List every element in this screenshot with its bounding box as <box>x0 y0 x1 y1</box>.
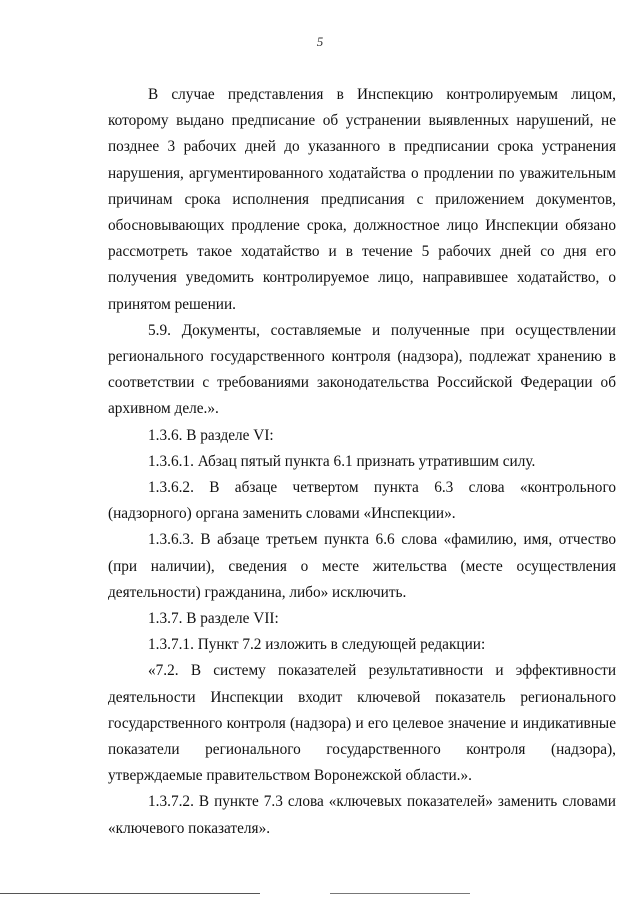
page-number: 5 <box>316 34 324 49</box>
paragraph-1-3-6-2: 1.3.6.2. В абзаце четвертом пункта 6.3 слова «контрольного (надзорного) органа заменить словами «Инспекции». <box>108 479 616 523</box>
paragraph-1-3-6-1: 1.3.6.1. Абзац пятый пункта 6.1 признать утратившим силу. <box>148 452 536 470</box>
paragraph-1-3-7-1: 1.3.7.1. Пункт 7.2 изложить в следующей редакции: <box>148 636 486 654</box>
document-body <box>108 82 616 842</box>
paragraph-1-3-6-3: 1.3.6.3. В абзаце третьем пункта 6.6 слова «фамилию, имя, отчество (при наличии), сведения о месте жительства (месте осуществления деятельности) гражданина, либо» исключить. <box>108 531 616 601</box>
paragraph-1-3-7-2: 1.3.7.2. В пункте 7.3 слова «ключевых показателей» заменить словами «ключевого показателя». <box>108 793 616 837</box>
paragraph-5-9: 5.9. Документы, составляемые и полученные при осуществлении регионального государственного контроля (надзора), подлежат хранению в соответствии с требованиями законодательства Российской Федерации об архивном деле.». <box>108 321 616 418</box>
paragraph-1-3-6: 1.3.6. В разделе VI: <box>148 426 274 444</box>
paragraph-7-2-quote: «7.2. В систему показателей результативности и эффективности деятельности Инспекции входит ключевой показатель регионального государственного контроля (надзора) и его целевое значение и индикативные показатели регионального государственного контроля (надзора), утверждаемые правительством Воронежской области.». <box>108 662 616 785</box>
paragraph-extension-request: В случае представления в Инспекцию контролируемым лицом, которому выдано предписание об устранении выявленных нарушений, не позднее 3 рабочих дней до указанного в предписании срока устранения нарушения, аргументированного ходатайства о продлении по уважительным причинам срока исполнения предписания с приложением документов, обосновывающих продление срока, должностное лицо Инспекции обязано рассмотреть такое ходатайство и в течение 5 рабочих дней со дня его получения уведомить контролируемое лицо, направившее ходатайство, о принятом решении. <box>108 86 616 313</box>
paragraph-1-3-7: 1.3.7. В разделе VII: <box>148 610 279 628</box>
footer-rule <box>0 893 260 894</box>
footer-rule-secondary <box>330 893 470 894</box>
